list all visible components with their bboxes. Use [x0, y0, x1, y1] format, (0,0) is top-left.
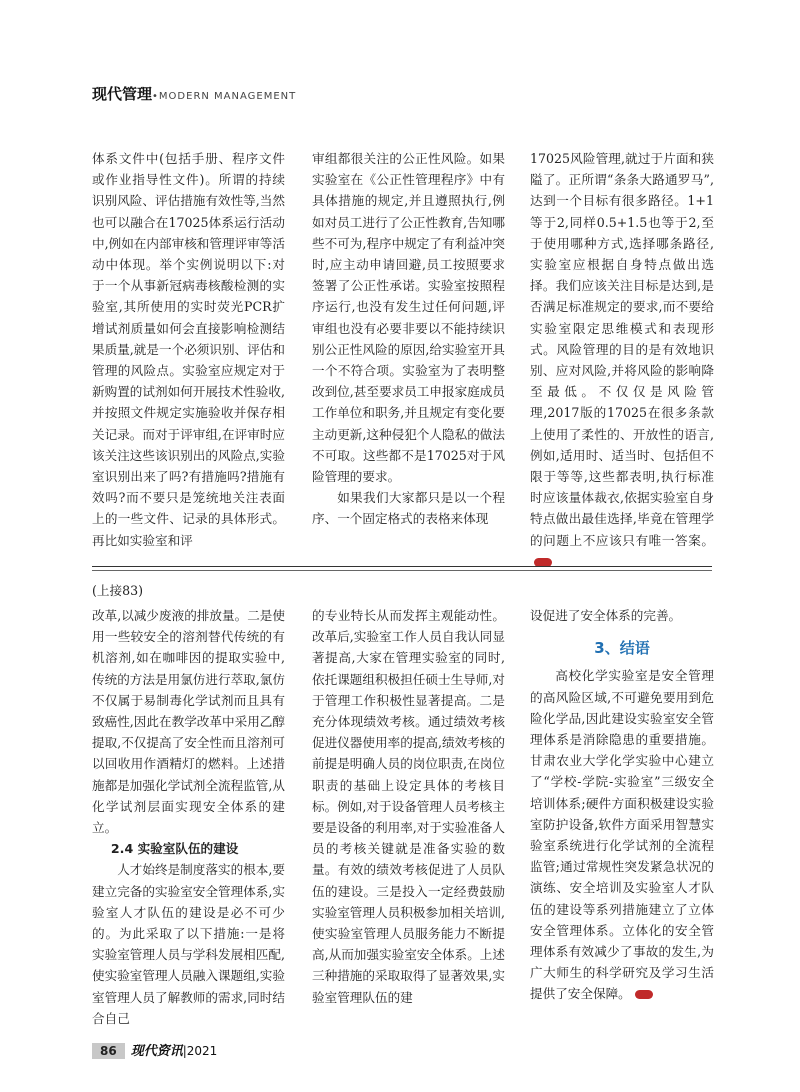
top-column-3 [530, 148, 714, 572]
section-divider-thin [92, 570, 712, 571]
bottom-col2-paragraph-1: 的专业特长从而发挥主观能动性。改革后,实验室工作人员自我认同显著提高,大家在管理实验室的同时,依托课题组积极担任硕士生导师,对于管理工作积极性显著提高。二是充分体现绩效考核。通过绩效考核促进仪器使用率的提高,绩效考核的前提是明确人员的岗位职责,在岗位职责的基础上设定具体的考核目标。例如,对于设备管理人员考核主要是设备的利用率,对于实验准备人员的考核关键就是准备实验的数量。有效的绩效考核促进了人员队伍的建设。三是投入一定经费鼓励实验室管理人员积极参加相关培训,使实验室管理人员服务能力不断提高,从而加强实验室安全体系。上述三种措施的采取取得了显著效果,实验室管理队伍的建 [312, 608, 505, 1005]
section-heading-conclusion: 3、结语 [594, 639, 650, 658]
section-heading-2-4: 2.4 实验室队伍的建设 [110, 841, 239, 857]
page-footer [92, 1040, 217, 1058]
running-header [92, 83, 296, 104]
footer-brand: 现代资讯 [130, 1044, 183, 1059]
footer-year: 2021 [186, 1044, 218, 1058]
top-col2-paragraph-2: 如果我们大家都只是以一个程序、一个固定格式的表格来体现 [312, 490, 505, 527]
footer-separator: | [182, 1044, 187, 1058]
top-col3-text: 17025风险管理,就过于片面和狭隘了。正所谓“条条大路通罗马”,达到一个目标有很多路径。1+1等于2,同样0.5+1.5也等于2,至于使用哪种方式,选择哪条路径,实验室应根据自身特点做出选择。我们应该关注目标是达到,是否满足标准规定的要求,而不要给实验室限定思维模式和表现形式。风险管理的目的是有效地识别、应对风险,并将风险的影响降至最低。不仅仅是风险管理,2017版的17025在很多条款上使用了柔性的、开放性的语言,例如,适用时、适当时、包括但不限于等等,这些都表明,执行标准时应该量体裁衣,依据实验室自身特点做出最佳选择,毕竟在管理学的问题上不应该只有唯一答案。 [530, 151, 714, 548]
bottom-col1-paragraph-1: 改革,以减少废液的排放量。二是使用一些较安全的溶剂替代传统的有机溶剂,如在咖啡因的提取实验中,传统的方法是用氯仿进行萃取,氯仿不仅属于易制毒化学试剂而且具有致癌性,因此在教学改革中采用乙醇提取,不仅提高了安全性而且溶剂可以回收用作酒精灯的燃料。上述措施都是加强化学试剂全流程监管,从化学试剂层面实现安全体系的建立。 [92, 608, 285, 836]
top-column-1 [92, 148, 285, 551]
top-col2-paragraph-1: 审组都很关注的公正性风险。如果实验室在《公正性管理程序》中有具体措施的规定,并且遵照执行,例如对员工进行了公正性教育,告知哪些不可为,程序中规定了有利益冲突时,应主动申请回避,员工按照要求签署了公正性承诺。实验室按照程序运行,也没有发生过任何问题,评审组也没有必要非要以不能持续识别公正性风险的原因,给实验室开具一个不符合项。实验室为了表明整改到位,甚至要求员工申报家庭成员工作单位和职务,并且规定有变化要主动更新,这种侵犯个人隐私的做法不可取。这些都不是17025对于风险管理的要求。 [312, 151, 505, 485]
top-col3-paragraph [530, 148, 714, 572]
header-separator: • [152, 91, 159, 102]
page-number: 86 [92, 1043, 125, 1059]
bottom-column-1 [92, 605, 285, 1029]
bottom-col3-paragraph-1: 设促进了安全体系的完善。 [530, 608, 682, 623]
bottom-col1-paragraph-2: 人才始终是制度落实的根本,要建立完备的实验室安全管理体系,实验室人才队伍的建设是必不可少的。为此采取了以下措施:一是将实验室管理人员与学科发展相匹配,使实验室管理人员融入课题组,实验室管理人员了解教师的需求,同时结合自己 [92, 862, 285, 1026]
top-column-2 [312, 148, 505, 530]
bottom-col3-paragraph-2 [530, 665, 714, 1004]
section-divider [92, 566, 712, 567]
bottom-col3-text: 高校化学实验室是安全管理的高风险区域,不可避免要用到危险化学品,因此建设实验室安全管理体系是消除隐患的重要措施。甘肃农业大学化学实验中心建立了“学校-学院-实验室”三级安全培训体系;硬件方面积极建设实验室防护设备,软件方面采用智慧实验室系统进行化学试剂的全流程监管;通过常规性突发紧急状况的演练、安全培训及实验室人才队伍的建设等系列措施建立了立体安全管理体系。立体化的安全管理体系有效减少了事故的发生,为广大师生的科学研究及学习生活提供了安全保障。 [530, 668, 714, 1002]
bottom-column-2 [312, 605, 505, 1008]
header-subtitle: MODERN MANAGEMENT [158, 91, 297, 102]
top-col1-paragraph: 体系文件中(包括手册、程序文件或作业指导性文件)。所谓的持续识别风险、评估措施有效性等,当然也可以融合在17025体系运行活动中,例如在内部审核和管理评审等活动中体现。举个实例说明以下:对于一个从事新冠病毒核酸检测的实验室,其所使用的实时荧光PCR扩增试剂质量如何会直接影响检测结果质量,就是一个必须识别、评估和管理的风险点。实验室应规定对于新购置的试剂如何开展技术性验收,并按照文件规定实施验收并保存相关记录。而对于评审组,在评审时应该关注这些该识别出的风险点,实验室识别出来了吗?有措施吗?措施有效吗?而不要只是笼统地关注表面上的一些文件、记录的具体形式。再比如实验室和评 [92, 151, 285, 548]
bottom-column-3 [530, 605, 714, 1005]
continuation-label: (上接83) [92, 583, 144, 598]
header-title: 现代管理 [92, 85, 153, 103]
magazine-end-mark-icon [635, 990, 653, 999]
